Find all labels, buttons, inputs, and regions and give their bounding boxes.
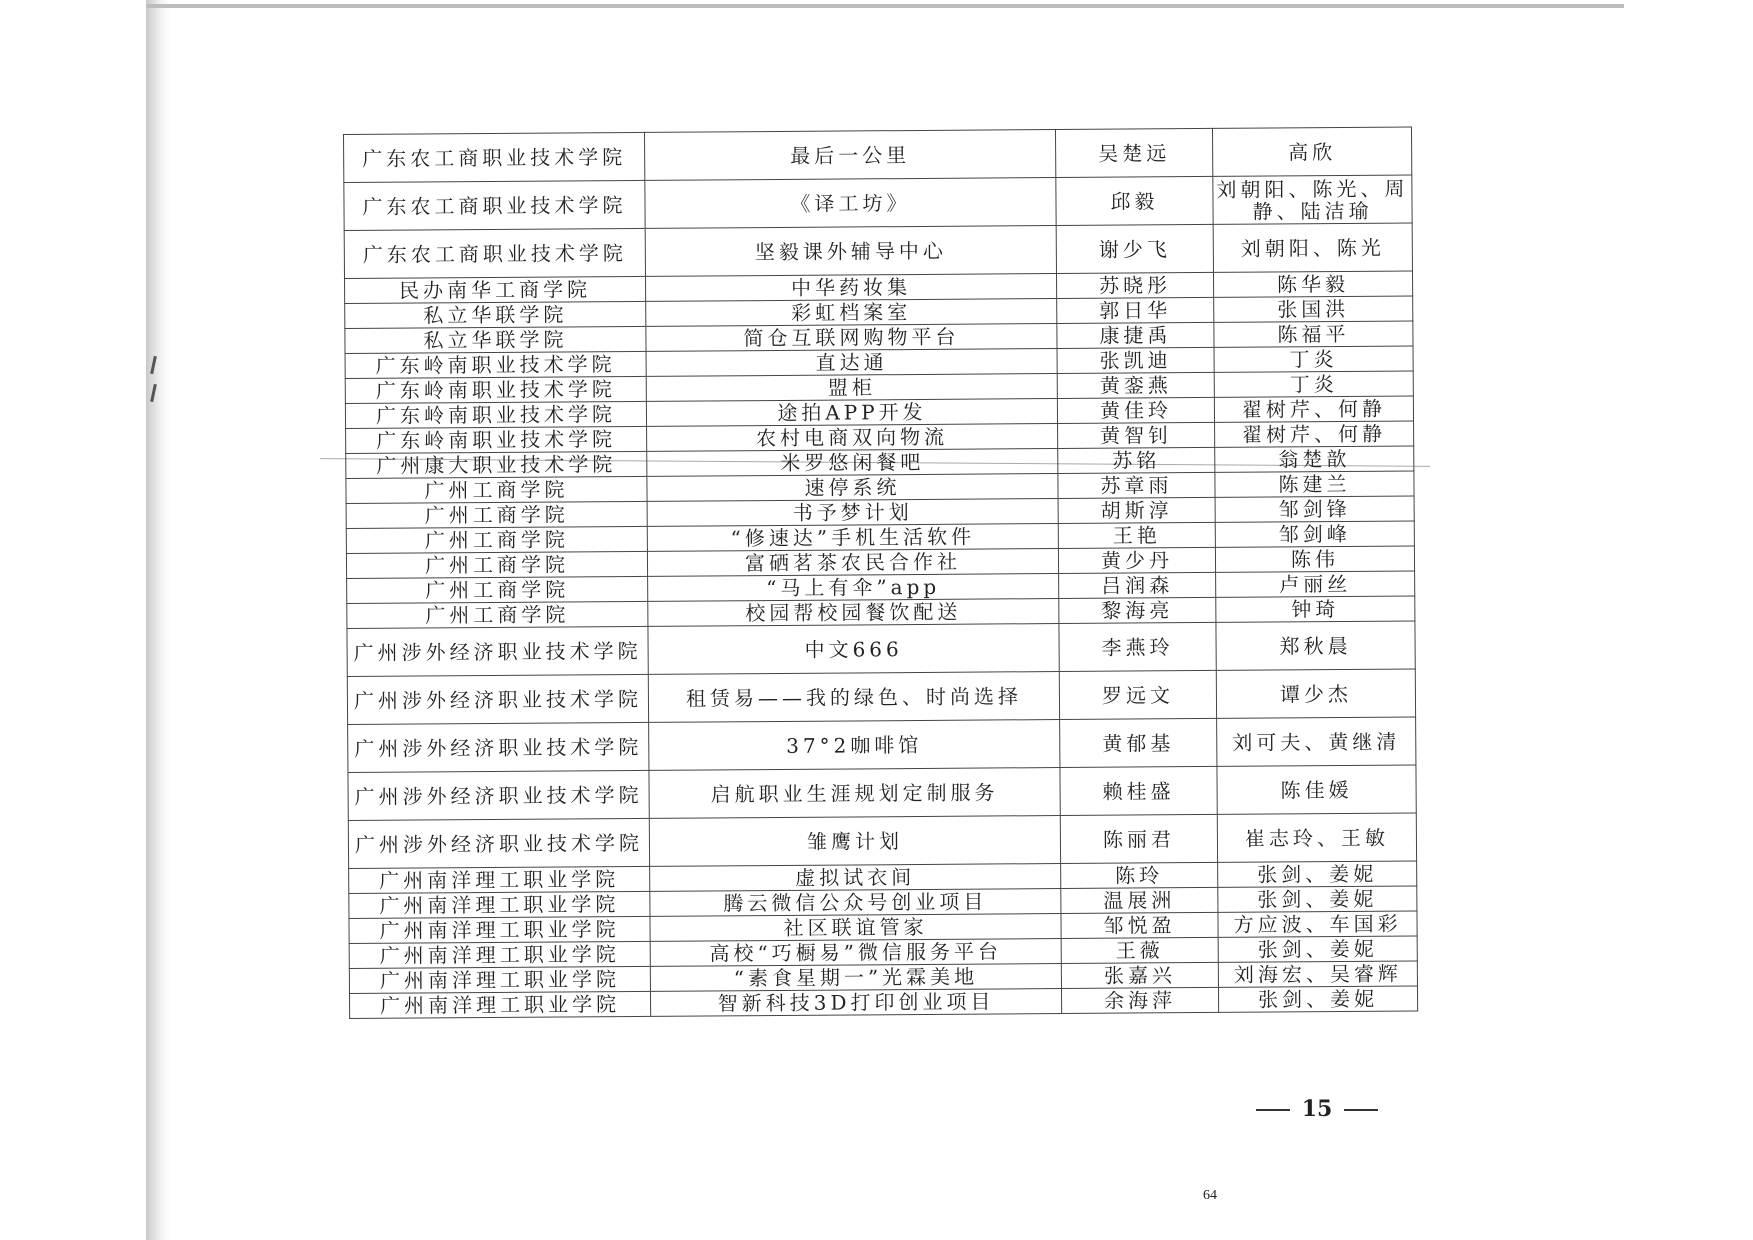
table-row bbox=[348, 813, 1416, 868]
table-row bbox=[347, 621, 1415, 676]
cell-advisors: 刘可夫、黄继清 bbox=[1217, 717, 1416, 766]
cell-project: 直达通 bbox=[646, 349, 1057, 377]
cell-school: 广东岭南职业技术学院 bbox=[345, 351, 646, 378]
cell-leader: 康捷禹 bbox=[1057, 322, 1214, 348]
cell-project: 启航职业生涯规划定制服务 bbox=[649, 768, 1060, 819]
cell-leader: 李燕玲 bbox=[1059, 622, 1216, 671]
cell-school: 广东岭南职业技术学院 bbox=[346, 426, 647, 453]
cell-project: 租赁易——我的绿色、时尚选择 bbox=[648, 672, 1059, 723]
cell-project: 速停系统 bbox=[647, 474, 1058, 502]
cell-leader: 黄佳玲 bbox=[1057, 397, 1214, 423]
cell-leader: 张凯迪 bbox=[1057, 347, 1214, 373]
cell-leader: 陈丽君 bbox=[1060, 814, 1217, 863]
cell-advisors: 陈华毅 bbox=[1213, 271, 1412, 297]
project-table bbox=[343, 127, 1418, 1019]
cell-school: 广东农工商职业技术学院 bbox=[344, 132, 645, 182]
cell-leader: 王艳 bbox=[1058, 522, 1215, 548]
cell-advisors: 张剑、姜妮 bbox=[1218, 886, 1417, 912]
cell-advisors: 张国洪 bbox=[1214, 296, 1413, 322]
cell-leader: 温展洲 bbox=[1061, 887, 1218, 913]
cell-project: 途拍APP开发 bbox=[646, 399, 1057, 427]
cell-advisors: 邹剑锋 bbox=[1215, 496, 1414, 522]
cell-leader: 王薇 bbox=[1061, 937, 1218, 963]
cell-advisors: 陈伟 bbox=[1215, 546, 1414, 572]
cell-project: 智新科技3D打印创业项目 bbox=[650, 989, 1061, 1017]
cell-advisors: 高欣 bbox=[1212, 127, 1411, 176]
cell-school: 广州南洋理工职业学院 bbox=[349, 941, 650, 968]
cell-project: 腾云微信公众号创业项目 bbox=[650, 889, 1061, 917]
cell-advisors: 翟树芹、何静 bbox=[1214, 396, 1413, 422]
cell-leader: 苏晓彤 bbox=[1056, 272, 1213, 298]
cell-leader: 黄郁基 bbox=[1060, 718, 1217, 767]
cell-project: 校园帮校园餐饮配送 bbox=[648, 599, 1059, 627]
cell-advisors: 张剑、姜妮 bbox=[1218, 936, 1417, 962]
cell-school: 广东农工商职业技术学院 bbox=[344, 180, 645, 230]
cell-school: 广东岭南职业技术学院 bbox=[345, 376, 646, 403]
cell-school: 广州南洋理工职业学院 bbox=[349, 891, 650, 918]
cell-advisors: 刘朝阳、陈光 bbox=[1213, 223, 1412, 272]
cell-leader: 邹悦盈 bbox=[1061, 912, 1218, 938]
cell-school: 民办南华工商学院 bbox=[345, 276, 646, 303]
cell-advisors: 邹剑峰 bbox=[1215, 521, 1414, 547]
table-row bbox=[344, 127, 1412, 182]
cell-leader: 吴楚远 bbox=[1055, 128, 1212, 177]
cell-leader: 黄銮燕 bbox=[1057, 372, 1214, 398]
cell-leader: 苏章雨 bbox=[1058, 472, 1215, 498]
cell-school: 广州康大职业技术学院 bbox=[346, 451, 647, 478]
cell-advisors: 刘海宏、吴睿辉 bbox=[1218, 961, 1417, 987]
cell-advisors: 张剑、姜妮 bbox=[1218, 861, 1417, 887]
cell-leader: 邱毅 bbox=[1056, 176, 1213, 225]
cell-school: 广州涉外经济职业技术学院 bbox=[347, 674, 648, 724]
cell-advisors: 卢丽丝 bbox=[1216, 571, 1415, 597]
cell-project: “修速达”手机生活软件 bbox=[647, 524, 1058, 552]
cell-leader: 赖桂盛 bbox=[1060, 766, 1217, 815]
cell-school: 广东岭南职业技术学院 bbox=[345, 401, 646, 428]
cell-advisors: 丁炎 bbox=[1214, 346, 1413, 372]
page-number-dash-left bbox=[1256, 1109, 1290, 1111]
cell-school: 广州涉外经济职业技术学院 bbox=[348, 722, 649, 772]
cell-project: 简仓互联网购物平台 bbox=[646, 324, 1057, 352]
cell-leader: 黄少丹 bbox=[1058, 547, 1215, 573]
cell-project: 米罗悠闲餐吧 bbox=[647, 449, 1058, 477]
cell-leader: 谢少飞 bbox=[1056, 224, 1213, 273]
cell-project: 高校“巧橱易”微信服务平台 bbox=[650, 939, 1061, 967]
cell-leader: 罗远文 bbox=[1059, 670, 1216, 719]
cell-project: 雏鹰计划 bbox=[649, 816, 1060, 867]
cell-school: 广州工商学院 bbox=[347, 601, 648, 628]
cell-school: 广州涉外经济职业技术学院 bbox=[348, 818, 649, 868]
cell-school: 广州工商学院 bbox=[346, 526, 647, 553]
cell-school: 广州南洋理工职业学院 bbox=[349, 866, 650, 893]
cell-advisors: 陈福平 bbox=[1214, 321, 1413, 347]
cell-project: 盟柜 bbox=[646, 374, 1057, 402]
cell-school: 私立华联学院 bbox=[345, 326, 646, 353]
cell-leader: 黄智钊 bbox=[1058, 422, 1215, 448]
cell-advisors: 方应波、车国彩 bbox=[1218, 911, 1417, 937]
cell-project: 坚毅课外辅导中心 bbox=[645, 226, 1056, 277]
project-table-body bbox=[344, 127, 1418, 1018]
scan-edge-shadow bbox=[146, 0, 170, 1240]
document-page-number: 64 bbox=[1203, 1188, 1217, 1203]
cell-project: 最后一公里 bbox=[644, 130, 1055, 181]
cell-leader: 余海萍 bbox=[1061, 987, 1218, 1013]
cell-school: 广州工商学院 bbox=[347, 576, 648, 603]
cell-project: “马上有伞”app bbox=[648, 574, 1059, 602]
cell-leader: 黎海亮 bbox=[1059, 597, 1216, 623]
cell-advisors: 丁炎 bbox=[1214, 371, 1413, 397]
cell-project: 社区联谊管家 bbox=[650, 914, 1061, 942]
cell-leader: 吕润森 bbox=[1059, 572, 1216, 598]
cell-advisors: 张剑、姜妮 bbox=[1218, 986, 1417, 1012]
cell-leader: 张嘉兴 bbox=[1061, 962, 1218, 988]
cell-advisors: 翁楚歆 bbox=[1215, 446, 1414, 472]
cell-school: 广州南洋理工职业学院 bbox=[350, 991, 651, 1018]
cell-leader: 苏铭 bbox=[1058, 447, 1215, 473]
cell-advisors: 郑秋晨 bbox=[1216, 621, 1415, 670]
cell-advisors: 谭少杰 bbox=[1216, 669, 1415, 718]
page-number bbox=[1232, 1096, 1402, 1122]
cell-project: 彩虹档案室 bbox=[646, 299, 1057, 327]
cell-project: 富硒茗茶农民合作社 bbox=[647, 549, 1058, 577]
table-row bbox=[344, 223, 1412, 278]
cell-project: 书予梦计划 bbox=[647, 499, 1058, 527]
cell-project: 农村电商双向物流 bbox=[647, 424, 1058, 452]
cell-advisors: 钟琦 bbox=[1216, 596, 1415, 622]
cell-advisors: 陈建兰 bbox=[1215, 471, 1414, 497]
page-number-value: 15 bbox=[1301, 1096, 1333, 1122]
cell-leader: 陈玲 bbox=[1061, 862, 1218, 888]
cell-school: 广州工商学院 bbox=[346, 551, 647, 578]
cell-advisors: 崔志玲、王敏 bbox=[1217, 813, 1416, 862]
cell-school: 广州工商学院 bbox=[346, 501, 647, 528]
cell-advisors: 翟树芹、何静 bbox=[1215, 421, 1414, 447]
cell-advisors: 陈佳媛 bbox=[1217, 765, 1416, 814]
cell-project: 中文666 bbox=[648, 624, 1059, 675]
cell-school: 广州涉外经济职业技术学院 bbox=[348, 770, 649, 820]
table-row bbox=[347, 669, 1415, 724]
cell-project: 虚拟试衣间 bbox=[650, 864, 1061, 892]
cell-school: 广州工商学院 bbox=[346, 476, 647, 503]
table-row bbox=[348, 765, 1416, 820]
cell-leader: 郭日华 bbox=[1057, 297, 1214, 323]
scan-top-border bbox=[146, 4, 1624, 8]
cell-project: 《译工坊》 bbox=[645, 178, 1056, 229]
page-number-dash-right bbox=[1344, 1109, 1378, 1111]
cell-advisors: 刘朝阳、陈光、周静、陆洁瑜 bbox=[1213, 175, 1412, 224]
cell-project: 中华药妆集 bbox=[646, 274, 1057, 302]
cell-school: 私立华联学院 bbox=[345, 301, 646, 328]
table-row bbox=[348, 717, 1416, 772]
cell-leader: 胡斯淳 bbox=[1058, 497, 1215, 523]
cell-school: 广州涉外经济职业技术学院 bbox=[347, 626, 648, 676]
cell-school: 广州南洋理工职业学院 bbox=[349, 916, 650, 943]
table-row bbox=[344, 175, 1412, 230]
cell-project: “素食星期一”光霖美地 bbox=[650, 964, 1061, 992]
cell-school: 广东农工商职业技术学院 bbox=[344, 228, 645, 278]
cell-school: 广州南洋理工职业学院 bbox=[349, 966, 650, 993]
cell-project: 37°2咖啡馆 bbox=[649, 720, 1060, 771]
